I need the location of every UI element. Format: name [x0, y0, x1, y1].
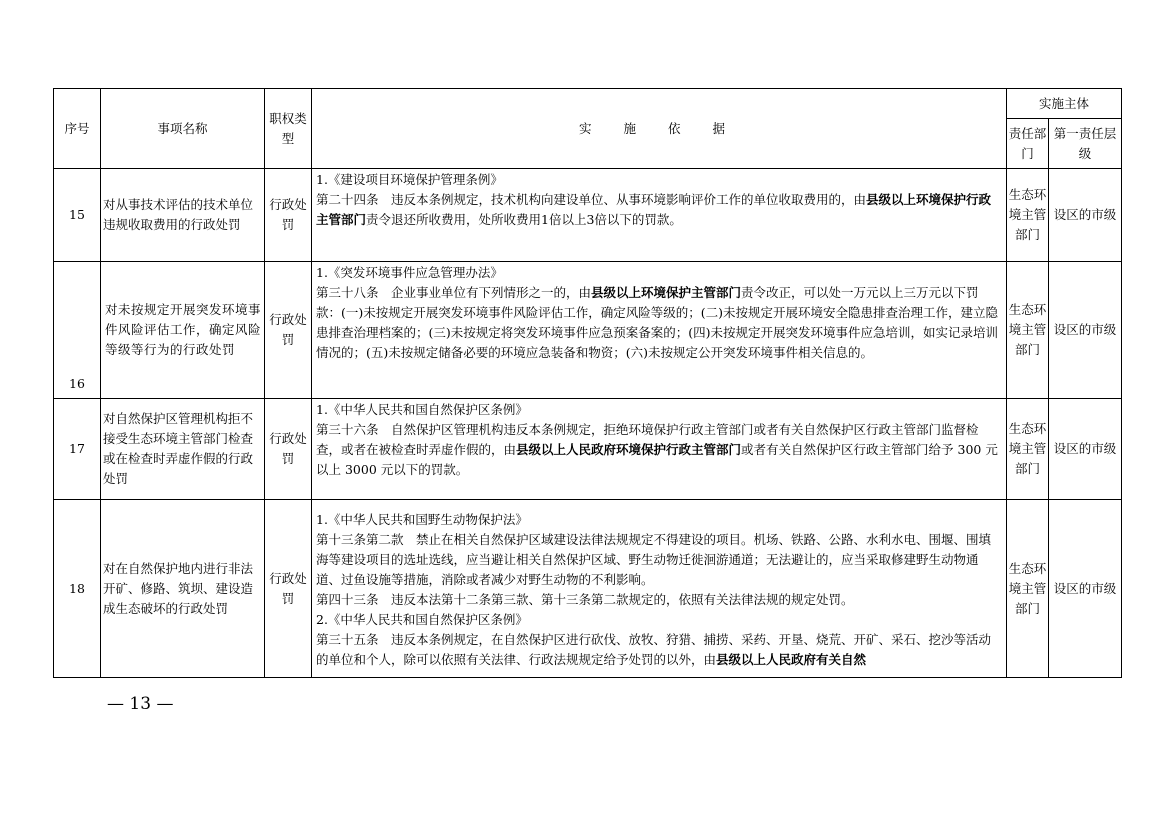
- basis-law-title: 1.《中华人民共和国自然保护区条例》: [316, 402, 528, 417]
- basis-authority: 县级以上人民政府有关自然: [716, 652, 867, 667]
- table-row: [54, 169, 1122, 262]
- header-dept: 责任部门: [1007, 119, 1049, 169]
- basis-clause: 第十三条第二款 禁止在相关自然保护区域建设法律法规规定不得建设的项目。机场、铁路、公路、水利水电、围堰、围填海等建设项目的选址选线，应当避让相关自然保护区域、野生动物迁徙洄游通道；无法避让的，应当采取修建野生动物通道、过鱼设施等措施，消除或者减少对野生动物的不利影响。: [316, 532, 992, 587]
- row-power-type: 行政处罚: [265, 169, 312, 262]
- basis-clause: 第二十四条 违反本条例规定，技术机构向建设单位、从事环境影响评价工作的单位收取费用的，由县级以上环境保护行政主管部门责令退还所收费用，处所收费用1倍以上3倍以下的罚款。: [316, 192, 992, 227]
- basis-law-title: 1.《突发环境事件应急管理办法》: [316, 265, 503, 280]
- row-power-type: 行政处罚: [265, 399, 312, 500]
- row-item-name: 对在自然保护地内进行非法开矿、修路、筑坝、建设造成生态破坏的行政处罚: [101, 500, 265, 678]
- basis-authority: 县级以上环境保护主管部门: [591, 285, 742, 300]
- row-dept: 生态环境主管部门: [1007, 500, 1049, 678]
- header-seq: 序号: [54, 89, 101, 169]
- header-level: 第一责任层级: [1049, 119, 1122, 169]
- row-dept: 生态环境主管部门: [1007, 262, 1049, 399]
- header-power-type: 职权类型: [265, 89, 312, 169]
- row-dept: 生态环境主管部门: [1007, 169, 1049, 262]
- table-row: [54, 262, 1122, 399]
- row-dept: 生态环境主管部门: [1007, 399, 1049, 500]
- row-power-type: 行政处罚: [265, 262, 312, 399]
- basis-law-title: 1.《建设项目环境保护管理条例》: [316, 172, 503, 187]
- basis-law-title: 2.《中华人民共和国自然保护区条例》: [316, 612, 528, 627]
- row-item-name: 对未按规定开展突发环境事件风险评估工作，确定风险等级等行为的行政处罚: [101, 262, 265, 399]
- header-item-name: 事项名称: [101, 89, 265, 169]
- basis-authority: 县级以上人民政府环境保护行政主管部门: [516, 442, 742, 457]
- row-basis: [312, 262, 1007, 399]
- row-seq: 18: [54, 500, 101, 678]
- row-seq: 15: [54, 169, 101, 262]
- row-basis: [312, 169, 1007, 262]
- row-level: 设区的市级: [1049, 262, 1122, 399]
- row-seq: 16: [54, 262, 101, 399]
- basis-clause: 第四十三条 违反本法第十二条第三款、第十三条第二款规定的，依照有关法律法规的规定处罚。: [316, 592, 854, 607]
- basis-authority: 县级以上环境保护行政主管部门: [316, 192, 992, 227]
- row-seq: 17: [54, 399, 101, 500]
- row-level: 设区的市级: [1049, 500, 1122, 678]
- row-item-name: 对自然保护区管理机构拒不接受生态环境主管部门检查或在检查时弄虚作假的行政处罚: [101, 399, 265, 500]
- row-basis: [312, 500, 1007, 678]
- header-subject: 实施主体: [1007, 89, 1122, 119]
- basis-clause: 第三十六条 自然保护区管理机构违反本条例规定，拒绝环境保护行政主管部门或者有关自然保护区行政主管部门监督检查，或者在被检查时弄虚作假的，由县级以上人民政府环境保护行政主管部门或者有关自然保护区行政主管部门给予 300 元以上 3000 元以下的罚款。: [316, 422, 998, 477]
- table-row: [54, 399, 1122, 500]
- header-basis: 实 施 依 据: [312, 89, 1007, 169]
- basis-law-title: 1.《中华人民共和国野生动物保护法》: [316, 512, 528, 527]
- row-item-name: 对从事技术评估的技术单位违规收取费用的行政处罚: [101, 169, 265, 262]
- enforcement-table: [53, 88, 1122, 678]
- row-basis: [312, 399, 1007, 500]
- basis-clause: 第三十五条 违反本条例规定，在自然保护区进行砍伐、放牧、狩猎、捕捞、采药、开垦、烧荒、开矿、采石、挖沙等活动的单位和个人，除可以依照有关法律、行政法规规定给予处罚的以外，由县级以上人民政府有关自然: [316, 632, 992, 667]
- basis-clause: 第三十八条 企业事业单位有下列情形之一的，由县级以上环境保护主管部门责令改正，可以处一万元以上三万元以下罚款：(一)未按规定开展突发环境事件风险评估工作，确定风险等级的；(二)未按规定开展环境安全隐患排查治理工作，建立隐患排查治理档案的；(三)未按规定将突发环境事件应急预案备案的；(四)未按规定开展突发环境事件应急培训，如实记录培训情况的；(五)未按规定储备必要的环境应急装备和物资；(六)未按规定公开突发环境事件相关信息的。: [316, 285, 999, 360]
- table-row: [54, 500, 1122, 678]
- row-power-type: 行政处罚: [265, 500, 312, 678]
- row-level: 设区的市级: [1049, 399, 1122, 500]
- row-level: 设区的市级: [1049, 169, 1122, 262]
- page-number: — 13 —: [107, 694, 174, 714]
